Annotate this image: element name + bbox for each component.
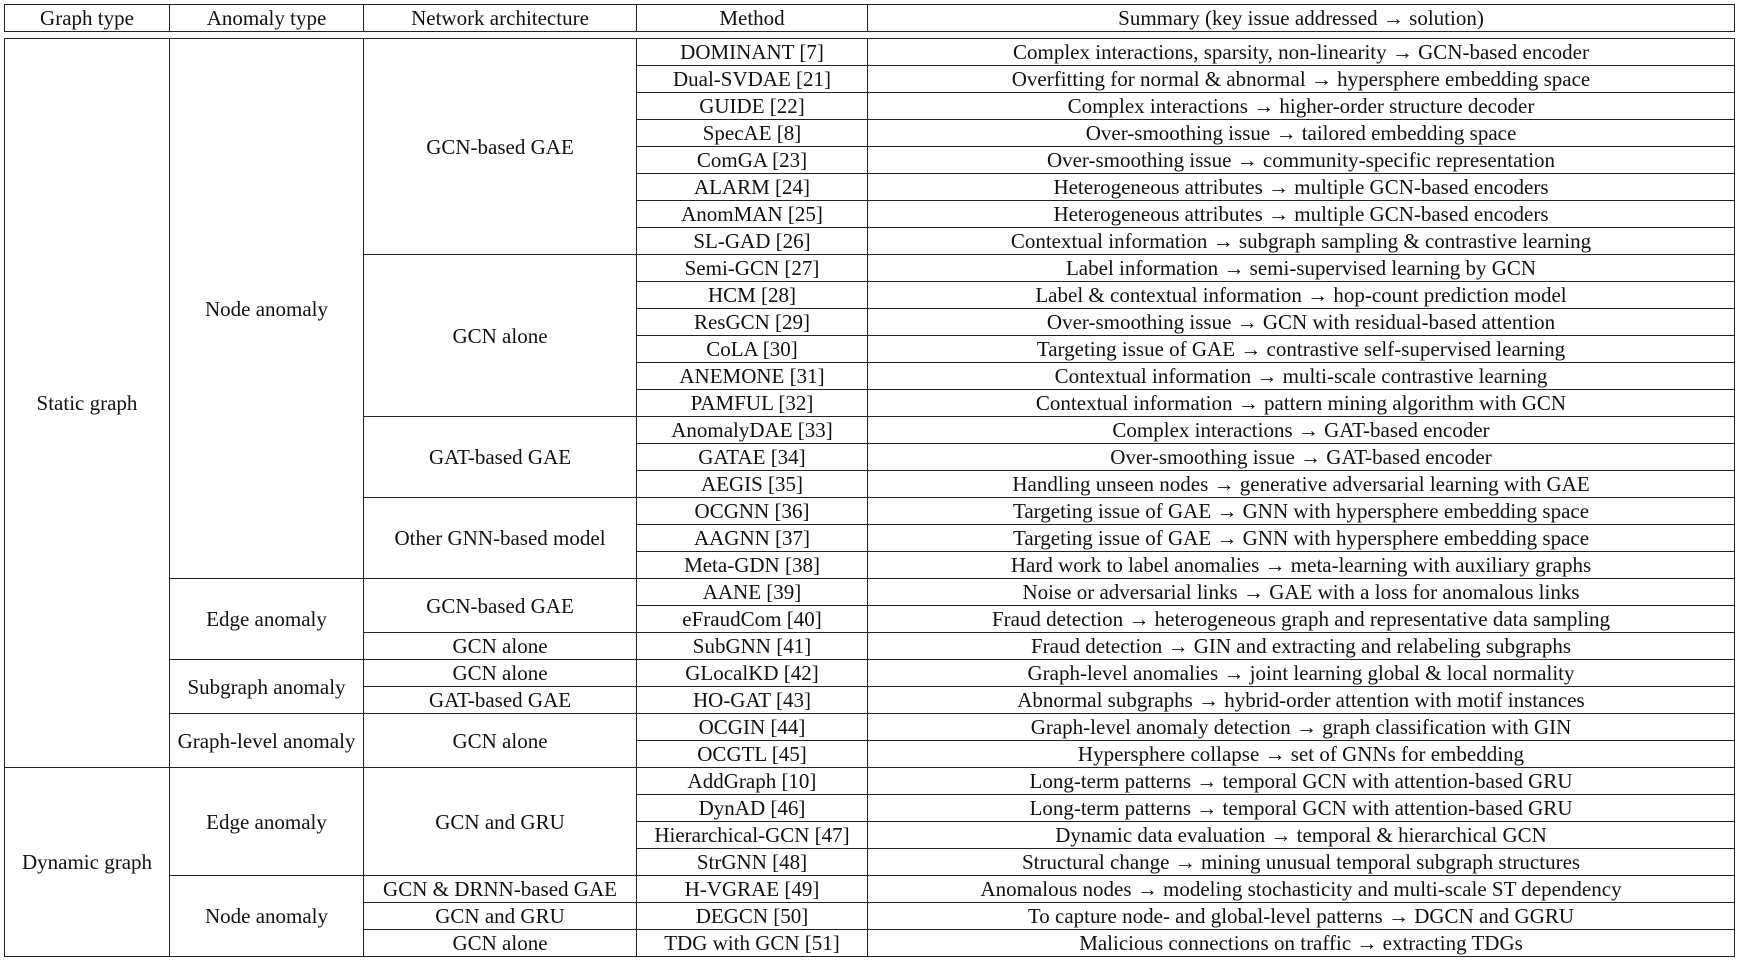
summary-cell: Graph-level anomaly detection → graph classification with GIN [868, 714, 1735, 741]
method-cell: Dual-SVDAE [21] [637, 66, 868, 93]
architecture-cell: GCN alone [364, 714, 637, 768]
gnn-anomaly-methods-table [4, 4, 1735, 957]
architecture-cell: GAT-based GAE [364, 687, 637, 714]
summary-cell: Over-smoothing issue → tailored embedding space [868, 120, 1735, 147]
header-summary: Summary (key issue addressed → solution) [868, 5, 1735, 32]
architecture-cell: GCN and GRU [364, 768, 637, 876]
anomaly-type-cell: Edge anomaly [170, 768, 364, 876]
method-cell: AddGraph [10] [637, 768, 868, 795]
architecture-cell: GCN & DRNN-based GAE [364, 876, 637, 903]
method-cell: DynAD [46] [637, 795, 868, 822]
anomaly-type-cell: Graph-level anomaly [170, 714, 364, 768]
method-cell: DOMINANT [7] [637, 39, 868, 66]
method-cell: AAGNN [37] [637, 525, 868, 552]
summary-cell: Handling unseen nodes → generative adversarial learning with GAE [868, 471, 1735, 498]
architecture-cell: GCN-based GAE [364, 579, 637, 633]
summary-cell: Long-term patterns → temporal GCN with attention-based GRU [868, 795, 1735, 822]
anomaly-type-cell: Subgraph anomaly [170, 660, 364, 714]
architecture-cell: GAT-based GAE [364, 417, 637, 498]
method-cell: CoLA [30] [637, 336, 868, 363]
header-network-architecture: Network architecture [364, 5, 637, 32]
method-cell: Hierarchical-GCN [47] [637, 822, 868, 849]
spacer-row [5, 32, 1735, 39]
method-cell: AnomMAN [25] [637, 201, 868, 228]
table-container [4, 4, 1734, 957]
method-cell: DEGCN [50] [637, 903, 868, 930]
method-cell: PAMFUL [32] [637, 390, 868, 417]
method-cell: Semi-GCN [27] [637, 255, 868, 282]
architecture-cell: GCN alone [364, 930, 637, 957]
summary-cell: Contextual information → pattern mining algorithm with GCN [868, 390, 1735, 417]
method-cell: SL-GAD [26] [637, 228, 868, 255]
anomaly-type-cell: Node anomaly [170, 876, 364, 957]
method-cell: OCGNN [36] [637, 498, 868, 525]
method-cell: StrGNN [48] [637, 849, 868, 876]
method-cell: ComGA [23] [637, 147, 868, 174]
summary-cell: Over-smoothing issue → GAT-based encoder [868, 444, 1735, 471]
summary-cell: Abnormal subgraphs → hybrid-order attention with motif instances [868, 687, 1735, 714]
architecture-cell: GCN-based GAE [364, 39, 637, 255]
summary-cell: Targeting issue of GAE → GNN with hypersphere embedding space [868, 498, 1735, 525]
summary-cell: Complex interactions → higher-order structure decoder [868, 93, 1735, 120]
summary-cell: Malicious connections on traffic → extracting TDGs [868, 930, 1735, 957]
summary-cell: Label information → semi-supervised learning by GCN [868, 255, 1735, 282]
method-cell: GUIDE [22] [637, 93, 868, 120]
summary-cell: Overfitting for normal & abnormal → hypersphere embedding space [868, 66, 1735, 93]
architecture-cell: GCN alone [364, 255, 637, 417]
header-row [5, 5, 1735, 32]
header-method: Method [637, 5, 868, 32]
summary-cell: Hard work to label anomalies → meta-learning with auxiliary graphs [868, 552, 1735, 579]
table-row [5, 876, 1735, 903]
table-row [5, 660, 1735, 687]
method-cell: TDG with GCN [51] [637, 930, 868, 957]
graph-type-cell: Dynamic graph [5, 768, 170, 957]
summary-cell: Dynamic data evaluation → temporal & hierarchical GCN [868, 822, 1735, 849]
summary-cell: Fraud detection → heterogeneous graph and representative data sampling [868, 606, 1735, 633]
summary-cell: Graph-level anomalies → joint learning global & local normality [868, 660, 1735, 687]
table-row [5, 768, 1735, 795]
method-cell: eFraudCom [40] [637, 606, 868, 633]
method-cell: SubGNN [41] [637, 633, 868, 660]
summary-cell: Contextual information → subgraph sampling & contrastive learning [868, 228, 1735, 255]
method-cell: H-VGRAE [49] [637, 876, 868, 903]
method-cell: AnomalyDAE [33] [637, 417, 868, 444]
summary-cell: Fraud detection → GIN and extracting and relabeling subgraphs [868, 633, 1735, 660]
method-cell: OCGTL [45] [637, 741, 868, 768]
anomaly-type-cell: Edge anomaly [170, 579, 364, 660]
summary-cell: Complex interactions → GAT-based encoder [868, 417, 1735, 444]
summary-cell: Over-smoothing issue → community-specific representation [868, 147, 1735, 174]
summary-cell: Hypersphere collapse → set of GNNs for embedding [868, 741, 1735, 768]
table-row [5, 39, 1735, 66]
method-cell: HCM [28] [637, 282, 868, 309]
summary-cell: Targeting issue of GAE → contrastive self-supervised learning [868, 336, 1735, 363]
architecture-cell: GCN alone [364, 660, 637, 687]
summary-cell: Heterogeneous attributes → multiple GCN-based encoders [868, 174, 1735, 201]
method-cell: OCGIN [44] [637, 714, 868, 741]
header-anomaly-type: Anomaly type [170, 5, 364, 32]
table-row [5, 714, 1735, 741]
method-cell: GLocalKD [42] [637, 660, 868, 687]
architecture-cell: GCN and GRU [364, 903, 637, 930]
table-row [5, 579, 1735, 606]
graph-type-cell: Static graph [5, 39, 170, 768]
method-cell: GATAE [34] [637, 444, 868, 471]
header-graph-type: Graph type [5, 5, 170, 32]
method-cell: ResGCN [29] [637, 309, 868, 336]
architecture-cell: GCN alone [364, 633, 637, 660]
summary-cell: Contextual information → multi-scale contrastive learning [868, 363, 1735, 390]
summary-cell: Targeting issue of GAE → GNN with hypersphere embedding space [868, 525, 1735, 552]
method-cell: ANEMONE [31] [637, 363, 868, 390]
summary-cell: Structural change → mining unusual temporal subgraph structures [868, 849, 1735, 876]
summary-cell: Long-term patterns → temporal GCN with attention-based GRU [868, 768, 1735, 795]
method-cell: AEGIS [35] [637, 471, 868, 498]
summary-cell: Noise or adversarial links → GAE with a loss for anomalous links [868, 579, 1735, 606]
architecture-cell: Other GNN-based model [364, 498, 637, 579]
anomaly-type-cell: Node anomaly [170, 39, 364, 579]
summary-cell: Heterogeneous attributes → multiple GCN-based encoders [868, 201, 1735, 228]
summary-cell: Label & contextual information → hop-count prediction model [868, 282, 1735, 309]
method-cell: Meta-GDN [38] [637, 552, 868, 579]
method-cell: ALARM [24] [637, 174, 868, 201]
summary-cell: To capture node- and global-level patterns → DGCN and GGRU [868, 903, 1735, 930]
method-cell: AANE [39] [637, 579, 868, 606]
method-cell: SpecAE [8] [637, 120, 868, 147]
summary-cell: Complex interactions, sparsity, non-linearity → GCN-based encoder [868, 39, 1735, 66]
summary-cell: Over-smoothing issue → GCN with residual-based attention [868, 309, 1735, 336]
summary-cell: Anomalous nodes → modeling stochasticity and multi-scale ST dependency [868, 876, 1735, 903]
method-cell: HO-GAT [43] [637, 687, 868, 714]
